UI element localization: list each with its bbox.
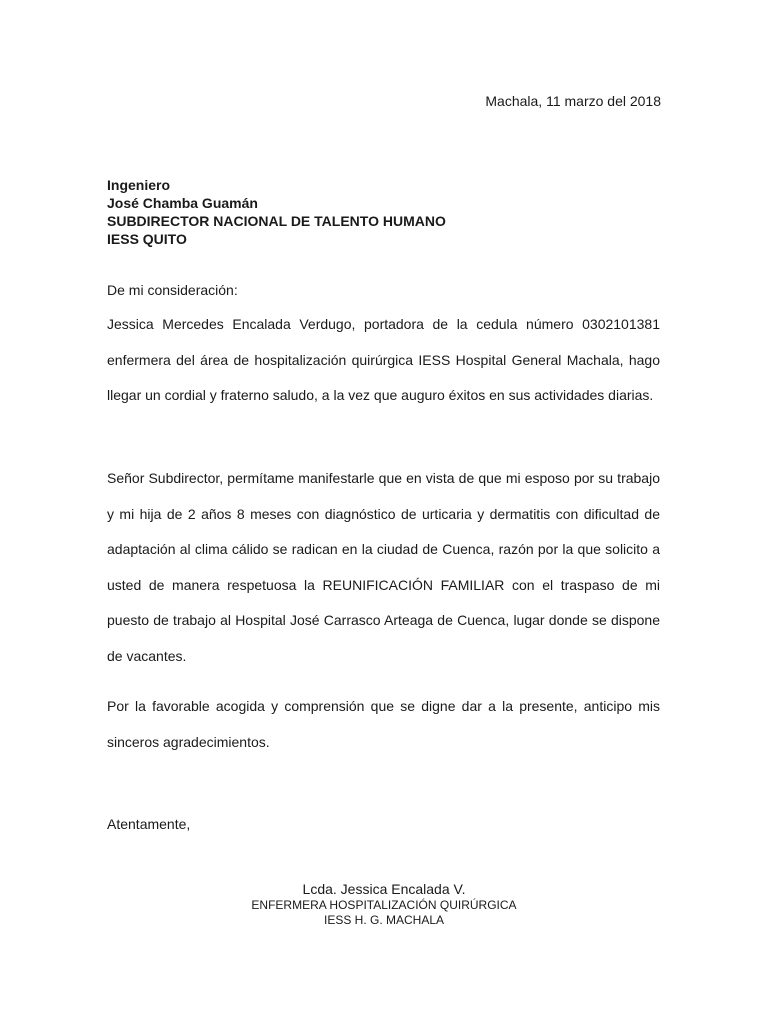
recipient-title: Ingeniero [107, 177, 171, 193]
body-paragraph-1: Jessica Mercedes Encalada Verdugo, portadora de la cedula número 0302101381 enfermera del área de hospitalización quirúrgica IESS Hospital General Machala, hago llegar un cordial y fraterno saludo, a la vez que auguro éxitos en sus actividades diarias. [107, 316, 660, 403]
signature-title: ENFERMERA HOSPITALIZACIÓN QUIRÚRGICA [251, 898, 517, 912]
closing: Atentamente, [107, 816, 191, 832]
greeting: De mi consideración: [107, 282, 238, 298]
letter-date: Machala, 11 marzo del 2018 [485, 93, 661, 109]
signature-organization: IESS H. G. MACHALA [323, 913, 445, 927]
signature-block [0, 880, 768, 928]
body-paragraph-3: Por la favorable acogida y comprensión que se digne dar a la presente, anticipo mis sinceros agradecimientos. [107, 698, 660, 750]
recipient-name: José Chamba Guamán [107, 195, 258, 211]
recipient-block [107, 176, 446, 248]
signature-name: Lcda. Jessica Encalada V. [302, 881, 466, 897]
recipient-organization: IESS QUITO [107, 231, 187, 247]
body-paragraph-2: Señor Subdirector, permítame manifestarle que en vista de que mi esposo por su trabajo y mi hija de 2 años 8 meses con diagnóstico de urticaria y dermatitis con dificultad de adaptación al clima cálido se radican en la ciudad de Cuenca, razón por la que solicito a usted de manera respetuosa la REUNIFICACIÓN FAMILIAR con el traspaso de mi puesto de trabajo al Hospital José Carrasco Arteaga de Cuenca, lugar donde se dispone de vacantes. [107, 470, 660, 664]
recipient-position: SUBDIRECTOR NACIONAL DE TALENTO HUMANO [107, 213, 446, 229]
